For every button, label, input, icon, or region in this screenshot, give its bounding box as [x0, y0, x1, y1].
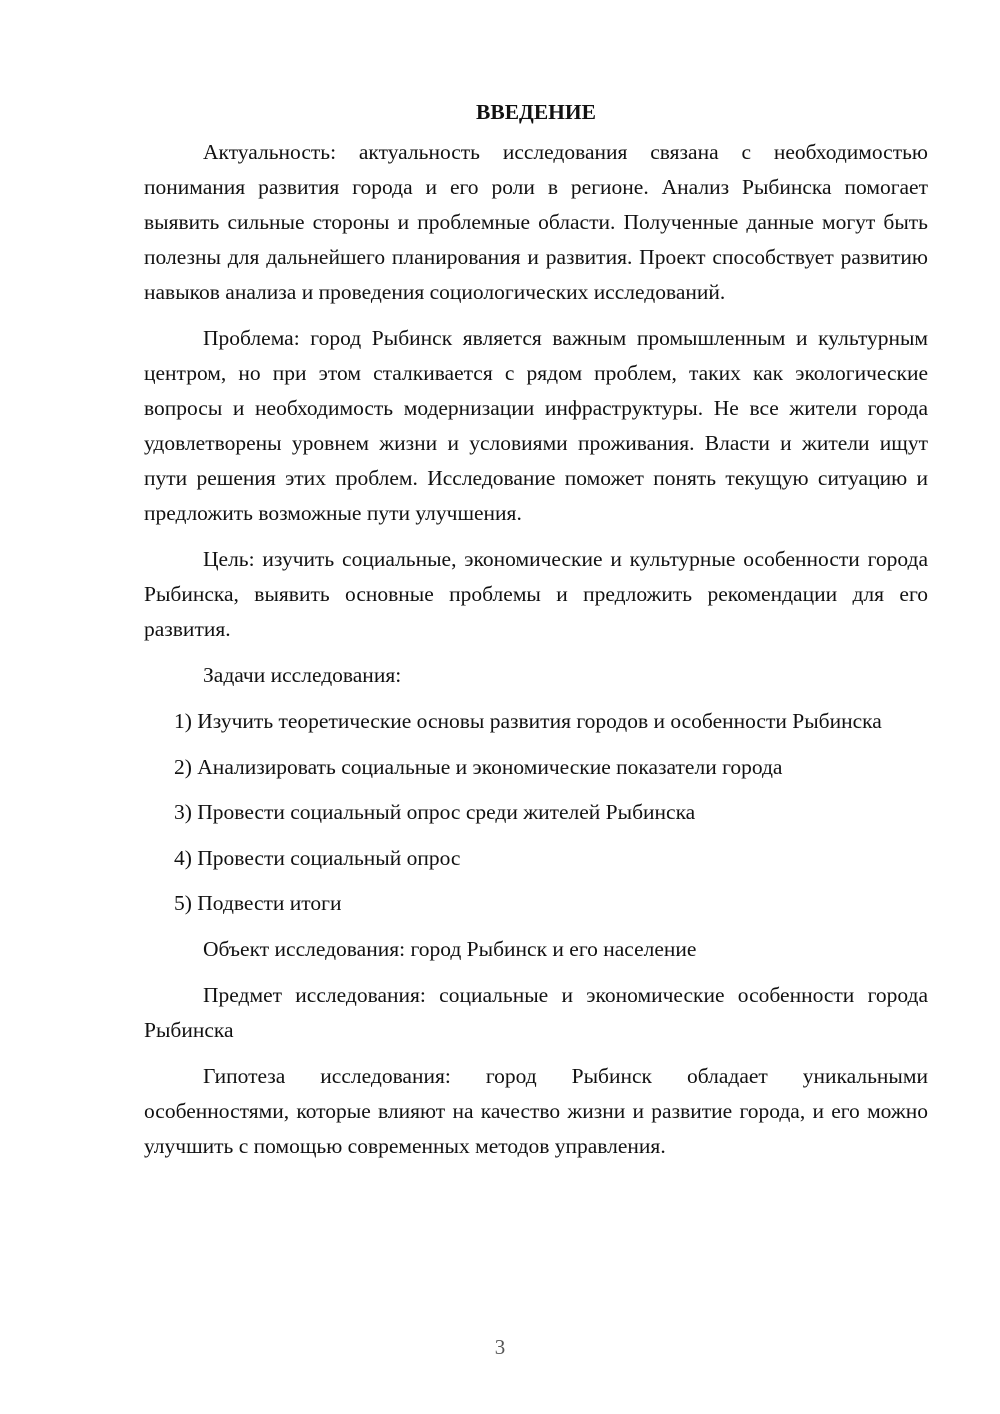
task-item: 4) Провести социальный опрос — [174, 845, 461, 870]
page-content — [144, 96, 928, 1175]
task-item: 2) Анализировать социальные и экономические показатели города — [174, 754, 783, 779]
task-item: 3) Провести социальный опрос среди жителей Рыбинска — [174, 800, 696, 824]
task-item: 5) Подвести итоги — [174, 891, 342, 915]
page-number: 3 — [494, 1335, 506, 1359]
tasks-list — [144, 704, 928, 921]
object-paragraph: Объект исследования: город Рыбинск и его население — [203, 936, 697, 961]
task-item: 1) Изучить теоретические основы развития городов и особенности Рыбинска — [174, 709, 882, 733]
hypothesis-paragraph: Гипотеза исследования: город Рыбинск обладает уникальными особенностями, которые влияют на качество жизни и развитие города, и его можно улучшить с помощью современных методов управления. — [144, 1063, 928, 1158]
tasks-heading: Задачи исследования: — [203, 663, 402, 687]
problem-paragraph: Проблема: город Рыбинск является важным промышленным и культурным центром, но при этом сталкивается с рядом проблем, таких как экологические вопросы и необходимость модернизации инфраструктуры. Не все жители города удовлетворены уровнем жизни и условиями проживания. Власти и жители ищут пути решения этих проблем. Исследование поможет понять текущую ситуацию и предложить возможные пути улучшения. — [144, 326, 928, 525]
section-title: ВВЕДЕНИЕ — [476, 100, 596, 124]
goal-paragraph: Цель: изучить социальные, экономические и культурные особенности города Рыбинска, выявить основные проблемы и предложить рекомендации для его развития. — [144, 547, 928, 641]
subject-paragraph: Предмет исследования: социальные и экономические особенности города Рыбинска — [144, 982, 928, 1042]
relevance-paragraph: Актуальность: актуальность исследования связана с необходимостью понимания развития города и его роли в регионе. Анализ Рыбинска помогает выявить сильные стороны и проблемные области. Полученные данные могут быть полезны для дальнейшего планирования и развития. Проект способствует развитию навыков анализа и проведения социологических исследований. — [144, 140, 928, 304]
